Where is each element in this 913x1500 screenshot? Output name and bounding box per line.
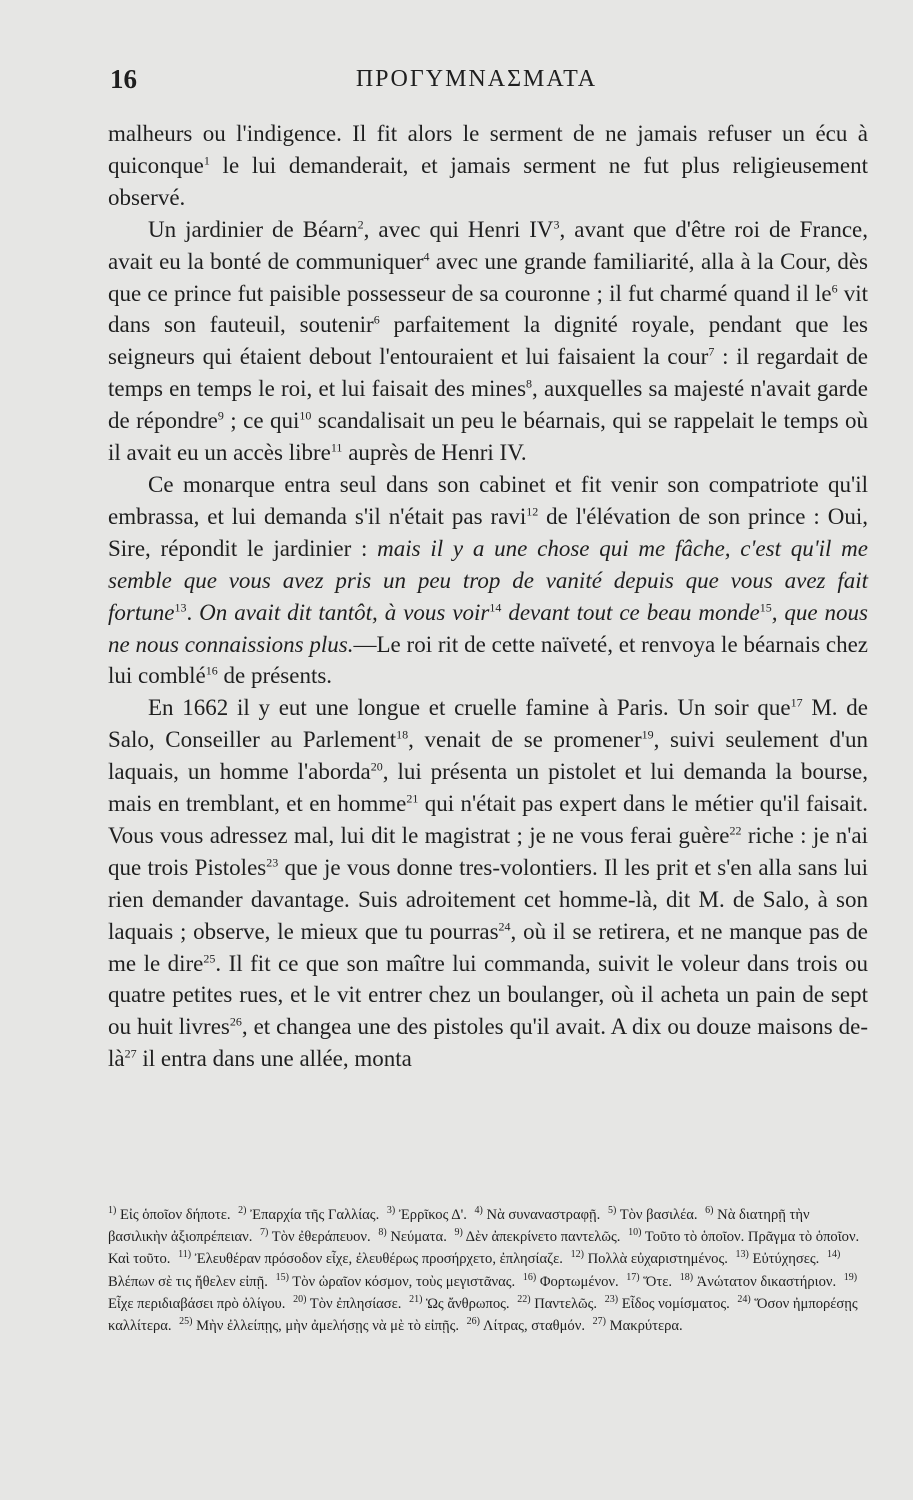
footnote-ref: 2 [357, 217, 364, 232]
footnote-ref: 19 [641, 727, 654, 742]
text-run: scandalisait un peu le béarnais, qui se rappelait le temps où il avait eu un accès libre [108, 408, 868, 466]
text-run: auprès de Henri IV. [342, 440, 527, 466]
italic-text: mais il y a une chose qui me fâche, c'est qu'il me semble que vous avez pris un peu trop de vanité depuis que vous avez fait fortune [108, 535, 868, 625]
text-run: qui n'était pas expert dans le métier qu'il faisait. Vous vous adressez mal, lui dit le magistrat ; je ne vous ferai guère [108, 791, 868, 848]
footnote [467, 1318, 589, 1334]
page-number: 16 [110, 64, 137, 94]
text-run: En 1662 il y eut une longue et cruelle famine à Paris. Un soir que [148, 695, 791, 721]
text-run: , venait de se promener [408, 727, 642, 753]
italic-text: devant tout ce beau monde [501, 599, 760, 625]
footnote [238, 1207, 383, 1223]
footnote-text: Νὰ διατηρῇ τὴν βασιλικὴν ἀξιοπρέπειαν. [108, 1207, 810, 1246]
footnote-number: 10) [628, 1227, 642, 1239]
footnote [679, 1271, 840, 1290]
footnote-text: Νὰ συναναστραφῇ. [482, 1207, 604, 1223]
footnote-ref: 11 [330, 440, 343, 455]
text-run: malheurs ou l'indigence. Il fit alors le serment de ne jamais refuser un écu à quiconque [108, 121, 868, 178]
footnote [517, 1293, 601, 1312]
footnote-text: Τὸν ἐπλησίασε. [306, 1295, 406, 1312]
footnote [387, 1207, 471, 1223]
footnote-ref: 8 [526, 376, 533, 391]
footnote-text: Νεύματα. [386, 1229, 451, 1246]
footnote-number: 25) [179, 1316, 193, 1328]
footnote-number: 27) [592, 1316, 606, 1328]
text-run: il entra dans une allée, monta [136, 1046, 412, 1072]
footnote-text: Εἰς ὁποῖον δήποτε. [116, 1207, 235, 1223]
text-run: que je vous donne tres-volontiers. Il les prit et s'en alla sans lui rien demander davantage. Suis adroitement cet homme-là, dit M. de Salo, à son laquais ; observe, le mieux que tu pourras [108, 854, 868, 944]
footnote [736, 1251, 823, 1267]
footnote-text: Μακρύτερα. [605, 1318, 683, 1335]
footnote-number: 22) [517, 1293, 531, 1305]
footnote-number: 19) [843, 1271, 858, 1283]
text-run: Un jardinier de Béarn [148, 216, 358, 242]
footnote-ref: 24 [498, 919, 511, 933]
footnote-number: 1) [108, 1205, 117, 1217]
footnote-number: 21) [409, 1293, 423, 1305]
text-run: vit dans son fauteuil, soutenir [108, 280, 869, 338]
italic-text: On avait dit tantôt, à vous voir [199, 599, 490, 625]
paragraph [108, 118, 868, 214]
footnote-ref: 6 [373, 312, 380, 327]
paragraph [108, 469, 868, 692]
footnote-ref: 26 [229, 1014, 242, 1029]
footnote-number: 16) [522, 1271, 537, 1283]
footnote-text: Ἀνώτατον δικαστήριον. [693, 1273, 840, 1290]
footnote-text: Ἐλευθέραν πρόσοδον εἶχε, ἐλευθέρως προσήρχετο, ἐπλησίαζε. [191, 1251, 567, 1268]
running-title: ΠΡΟΓΥΜΝΑΣΜΑΤΑ [355, 66, 598, 92]
footnote-ref: 16 [205, 663, 218, 678]
text-run: , lui présenta un pistolet et lui demanda la bourse, mais en tremblant, et en homme [108, 759, 868, 817]
footnote-number: 20) [293, 1293, 307, 1305]
footnote-number: 13) [735, 1249, 749, 1261]
text-run: ; ce qui [223, 408, 300, 434]
footnote-number: 9) [454, 1227, 463, 1239]
footnote-ref: 12 [526, 504, 539, 519]
footnotes [108, 1204, 868, 1337]
text-run: . Il fit ce que son maître lui commanda, suivit le voleur dans trois ou quatre petites rues, et le vit entrer chez un boulanger, où il acheta un pain de sept ou huit livres [108, 950, 868, 1040]
text-run: le lui demanderait, et jamais serment ne fut plus religieusement observé. [108, 152, 868, 210]
italic-text: , que nous ne nous connaissions plus. [108, 599, 869, 657]
footnote-number: 4) [474, 1205, 483, 1217]
footnote-number: 15) [275, 1271, 289, 1283]
footnote-number: 8) [378, 1227, 387, 1239]
footnote-number: 11) [178, 1249, 192, 1261]
footnote-text: Εἶδος νομίσματος. [618, 1295, 734, 1312]
footnote-text: Τοῦτο τὸ ὁποῖον. Πρᾶγμα τὸ ὁποῖον. Καὶ τοῦτο. [108, 1229, 860, 1268]
footnote [378, 1229, 450, 1245]
text-run: , avec qui Henri IV [363, 216, 554, 242]
footnote [178, 1251, 567, 1267]
footnote-number: 7) [260, 1227, 269, 1239]
text-run: de présents. [217, 663, 333, 689]
footnote-ref: 3 [553, 217, 560, 232]
footnote [522, 1271, 623, 1290]
footnote-text: Πολλὰ εὐχαριστημένος. [583, 1251, 732, 1268]
text-run: avec une grande familiarité, alla à la Cour, dès que ce prince fut paisible possesseur de sa couronne ; il fut charmé quand il le [108, 248, 869, 306]
footnote-ref: 6 [831, 280, 838, 295]
text-run: , avant que d'être roi de France, avait eu la bonté de communiquer [108, 216, 868, 274]
footnote-text: Ὅσον ἠμπορέσῃς καλλίτερα. [108, 1295, 858, 1335]
paragraph [108, 692, 868, 1075]
footnote-ref: 20 [370, 759, 383, 774]
footnote-number: 24) [737, 1293, 751, 1305]
footnote [179, 1318, 463, 1334]
footnote-text: Εἶχε περιδιαβάσει πρὸ ὀλίγου. [108, 1295, 290, 1312]
footnote-text: Λίτρας, σταθμόν. [480, 1318, 589, 1335]
footnote-text: Μὴν ἐλλείπῃς, μὴν ἀμελήσῃς νὰ μὲ τὸ εἰπῇς. [192, 1318, 463, 1335]
footnote-text: Ἐρρῖκος Δ'. [395, 1207, 471, 1223]
footnote [260, 1229, 374, 1245]
footnote-ref: 27 [124, 1046, 137, 1061]
footnote [275, 1271, 519, 1290]
main-text [108, 118, 868, 1075]
footnote [571, 1251, 732, 1267]
footnote-number: 26) [466, 1316, 481, 1328]
footnote-text: Τὸν ὡραῖον κόσμον, τοὺς μεγιστᾶνας. [288, 1273, 519, 1290]
footnote-text: Τὸν βασιλέα. [616, 1207, 702, 1223]
footnote-ref: 9 [217, 408, 224, 423]
footnote-number: 23) [604, 1293, 619, 1305]
footnote [293, 1293, 406, 1312]
footnote-ref: 10 [299, 408, 312, 423]
text-run: . [186, 599, 200, 625]
text-run: M. de Salo, Conseiller au Parlement [108, 695, 868, 753]
footnote-number: 3) [386, 1205, 396, 1217]
footnote-text: Ὅτε. [639, 1273, 676, 1290]
text-run: —Le roi rit de cette naïveté, et renvoya le béarnais chez lui comblé [108, 631, 868, 689]
text-run: , où il se retirera, et ne manque pas de me le dire [108, 918, 868, 976]
text-run: parfaitement la dignité royale, pendant que les seigneurs qui étaient debout l'entouraient et lui faisaient la cour [108, 312, 868, 370]
footnote-ref: 18 [396, 727, 409, 742]
footnote-ref: 4 [423, 248, 430, 263]
footnote-ref: 17 [790, 695, 803, 710]
footnote [455, 1229, 625, 1245]
footnote [604, 1293, 734, 1312]
footnote [409, 1293, 514, 1312]
footnote-ref: 14 [489, 599, 502, 614]
footnote-text: Φορτωμένον. [536, 1273, 623, 1290]
footnote [475, 1207, 604, 1223]
footnote-ref: 13 [174, 599, 187, 614]
footnote [608, 1207, 701, 1223]
footnote-number: 17) [626, 1271, 640, 1283]
footnote-ref: 25 [203, 950, 216, 965]
footnote-ref: 21 [406, 791, 419, 806]
footnote-ref: 23 [266, 855, 279, 870]
text-run: : il regardait de temps en temps le roi, et lui faisait des mines [108, 344, 868, 402]
footnote-number: 5) [607, 1205, 617, 1217]
footnote-text: Ὡς ἄνθρωπος. [422, 1295, 514, 1312]
footnote-text: Ἐπαρχία τῆς Γαλλίας. [246, 1207, 383, 1223]
footnote-number: 12) [570, 1249, 584, 1261]
footnote-text: Δὲν ἀπεκρίνετο παντελῶς. [462, 1229, 625, 1246]
footnote-number: 6) [705, 1205, 714, 1217]
footnote-number: 18) [679, 1271, 694, 1283]
footnote-text: Παντελῶς. [530, 1295, 601, 1312]
footnote-ref: 1 [203, 153, 210, 168]
paragraph [108, 214, 868, 469]
footnote-text: Εὐτύχησες. [748, 1251, 823, 1268]
footnote [626, 1271, 676, 1290]
text-run: riche : je n'ai que trois Pistoles [108, 822, 868, 880]
text-run: de l'élévation de son prince : Oui, Sire, répondit le jardinier : [108, 503, 868, 561]
footnote-ref: 22 [729, 823, 742, 838]
text-run: , suivi seulement d'un laquais, un homme l'aborda [108, 727, 868, 785]
page-header [110, 64, 843, 100]
text-run: , auxquelles sa majesté n'avait garde de répondre [108, 376, 868, 434]
footnote-text: Βλέπων σὲ τις ἤθελεν εἰπῇ. [108, 1273, 272, 1290]
footnote [108, 1207, 234, 1223]
text-run: , et changea une des pistoles qu'il avait. A dix ou douze maisons de-là [108, 1014, 868, 1072]
footnote-number: 14) [826, 1249, 841, 1261]
footnote [593, 1318, 683, 1334]
text-run: Ce monarque entra seul dans son cabinet et fit venir son compatriote qu'il embrassa, et lui demanda s'il n'était pas ravi [108, 471, 868, 529]
footnote-ref: 15 [759, 599, 772, 614]
footnote-number: 2) [238, 1205, 247, 1217]
footnote-ref: 7 [708, 344, 715, 359]
footnote-text: Τὸν ἐθεράπευον. [268, 1229, 375, 1246]
